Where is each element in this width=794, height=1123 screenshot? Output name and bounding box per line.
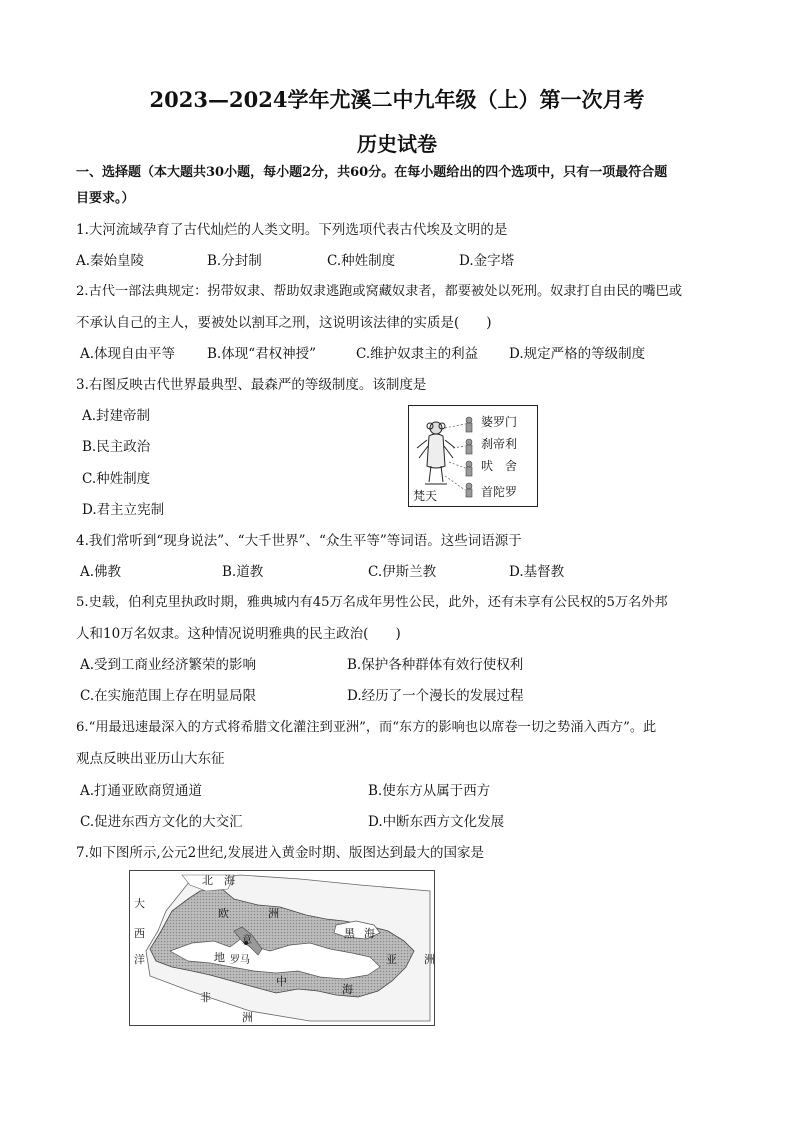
q3-stem: 3.右图反映古代世界最典型、最森严的等级制度。该制度是 xyxy=(76,377,427,393)
q1-option-b: B.分封制 xyxy=(207,253,262,269)
q6-stem-line-2: 观点反映出亚历山大东征 xyxy=(76,751,225,767)
q4-option-a: A.佛教 xyxy=(80,564,122,580)
q7-stem: 7.如下图所示,公元2世纪,发展进入黄金时期、版图达到最大的国家是 xyxy=(76,845,485,861)
q4-option-b: B.道教 xyxy=(222,564,264,580)
caste-illustration xyxy=(409,406,537,506)
map-label-asia-1: 亚 xyxy=(386,953,397,966)
q6-option-d: D.中断东西方文化发展 xyxy=(368,814,505,830)
caste-figure xyxy=(408,405,538,507)
q4-option-c: C.伊斯兰教 xyxy=(368,564,437,580)
q6-option-a: A.打通亚欧商贸通道 xyxy=(80,783,203,799)
caste-small-figures-icon xyxy=(466,417,472,497)
caste-label-vaishya: 吠 舍 xyxy=(481,459,518,473)
q1-option-d: D.金字塔 xyxy=(459,253,515,269)
map-label-rome: 罗马 xyxy=(230,955,250,966)
q3-option-c: C.种姓制度 xyxy=(82,471,151,487)
section-line-1: 一、选择题（本大题共30小题，每小题2分，共60分。在每小题给出的四个选项中，只有一项最符合题 xyxy=(76,165,668,180)
exam-title: 2023—2024学年尤溪二中九年级（上）第一次月考 xyxy=(149,87,645,112)
caste-label-shudra: 首陀罗 xyxy=(481,485,518,499)
map-label-mediterranean-1: 地 xyxy=(214,951,225,964)
q3-option-b: B.民主政治 xyxy=(82,439,151,455)
roman-empire-map-svg xyxy=(130,871,434,1025)
q5-option-b: B.保护各种群体有效行使权利 xyxy=(347,657,524,673)
q2-option-c: C.维护奴隶主的利益 xyxy=(356,346,479,362)
q2-stem-line-2: 不承认自己的主人，要被处以割耳之刑，这说明该法律的实质是( ) xyxy=(76,315,492,331)
map-label-black-sea-2: 海 xyxy=(364,927,375,940)
brahma-figure-icon xyxy=(417,422,455,484)
q2-option-d: D.规定严格的等级制度 xyxy=(509,346,646,362)
q5-option-c: C.在实施范围上存在明显局限 xyxy=(80,688,257,704)
caste-label-brahma: 梵天 xyxy=(413,489,438,503)
map-label-north-sea: 北 海 xyxy=(202,874,235,887)
q5-option-a: A.受到工商业经济繁荣的影响 xyxy=(80,657,257,673)
q5-stem-line-2: 人和10万名奴隶。这种情况说明雅典的民主政治( ) xyxy=(76,626,401,642)
map-label-black-sea-1: 黑 xyxy=(344,927,355,940)
map-label-atlantic-2: 西 xyxy=(134,927,145,940)
q3-option-a: A.封建帝制 xyxy=(82,408,151,424)
q6-option-b: B.使东方从属于西方 xyxy=(368,783,491,799)
map-label-mediterranean-3: 海 xyxy=(342,983,353,996)
map-label-asia-2: 洲 xyxy=(424,953,434,966)
q2-stem-line-1: 2.古代一部法典规定：拐带奴隶、帮助奴隶逃跑或窝藏奴隶者，都要被处以死刑。奴隶打自由民的嘴巴或 xyxy=(76,284,683,299)
map-label-africa-1: 非 xyxy=(200,991,211,1004)
q2-option-b: B.体现“君权神授” xyxy=(207,346,317,362)
q3-option-d: D.君主立宪制 xyxy=(82,502,165,518)
map-label-europe-1: 欧 xyxy=(218,907,229,920)
map-label-italy: 意 xyxy=(242,935,252,946)
q5-option-d: D.经历了一个漫长的发展过程 xyxy=(347,688,524,704)
map-label-atlantic-1: 大 xyxy=(134,897,145,910)
section-instructions xyxy=(76,160,722,212)
map-label-atlantic-3: 洋 xyxy=(134,953,145,966)
map-label-europe-2: 洲 xyxy=(268,907,279,920)
caste-label-brahmin: 婆罗门 xyxy=(481,415,518,429)
q1-stem: 1.大河流域孕育了古代灿烂的人类文明。下列选项代表古代埃及文明的是 xyxy=(76,222,508,238)
map-label-mediterranean-2: 中 xyxy=(276,975,287,988)
q2-option-a: A.体现自由平等 xyxy=(80,346,176,362)
q1-option-a: A.秦始皇陵 xyxy=(76,253,145,269)
q1-option-c: C.种姓制度 xyxy=(327,253,396,269)
section-line-2: 目要求。） xyxy=(76,191,135,206)
caste-connector-lines xyxy=(445,424,465,490)
q4-stem: 4.我们常听到“现身说法”、“大千世界”、“众生平等”等词语。这些词语源于 xyxy=(76,533,522,549)
exam-subtitle: 历史试卷 xyxy=(357,132,437,156)
q5-stem-line-1: 5.史载，伯利克里执政时期，雅典城内有45万名成年男性公民，此外，还有未享有公民权的5万名外邦 xyxy=(76,595,668,610)
q6-stem-line-1: 6.“用最迅速最深入的方式将希腊文化灌注到亚洲”，而“东方的影响也以席卷一切之势涌入西方”。此 xyxy=(76,720,657,735)
map-label-africa-2: 洲 xyxy=(242,1011,253,1024)
q6-option-c: C.促进东西方文化的大交汇 xyxy=(80,814,243,830)
caste-label-kshatriya: 刹帝利 xyxy=(481,437,518,451)
q4-option-d: D.基督教 xyxy=(509,564,565,580)
roman-empire-map xyxy=(129,870,435,1026)
